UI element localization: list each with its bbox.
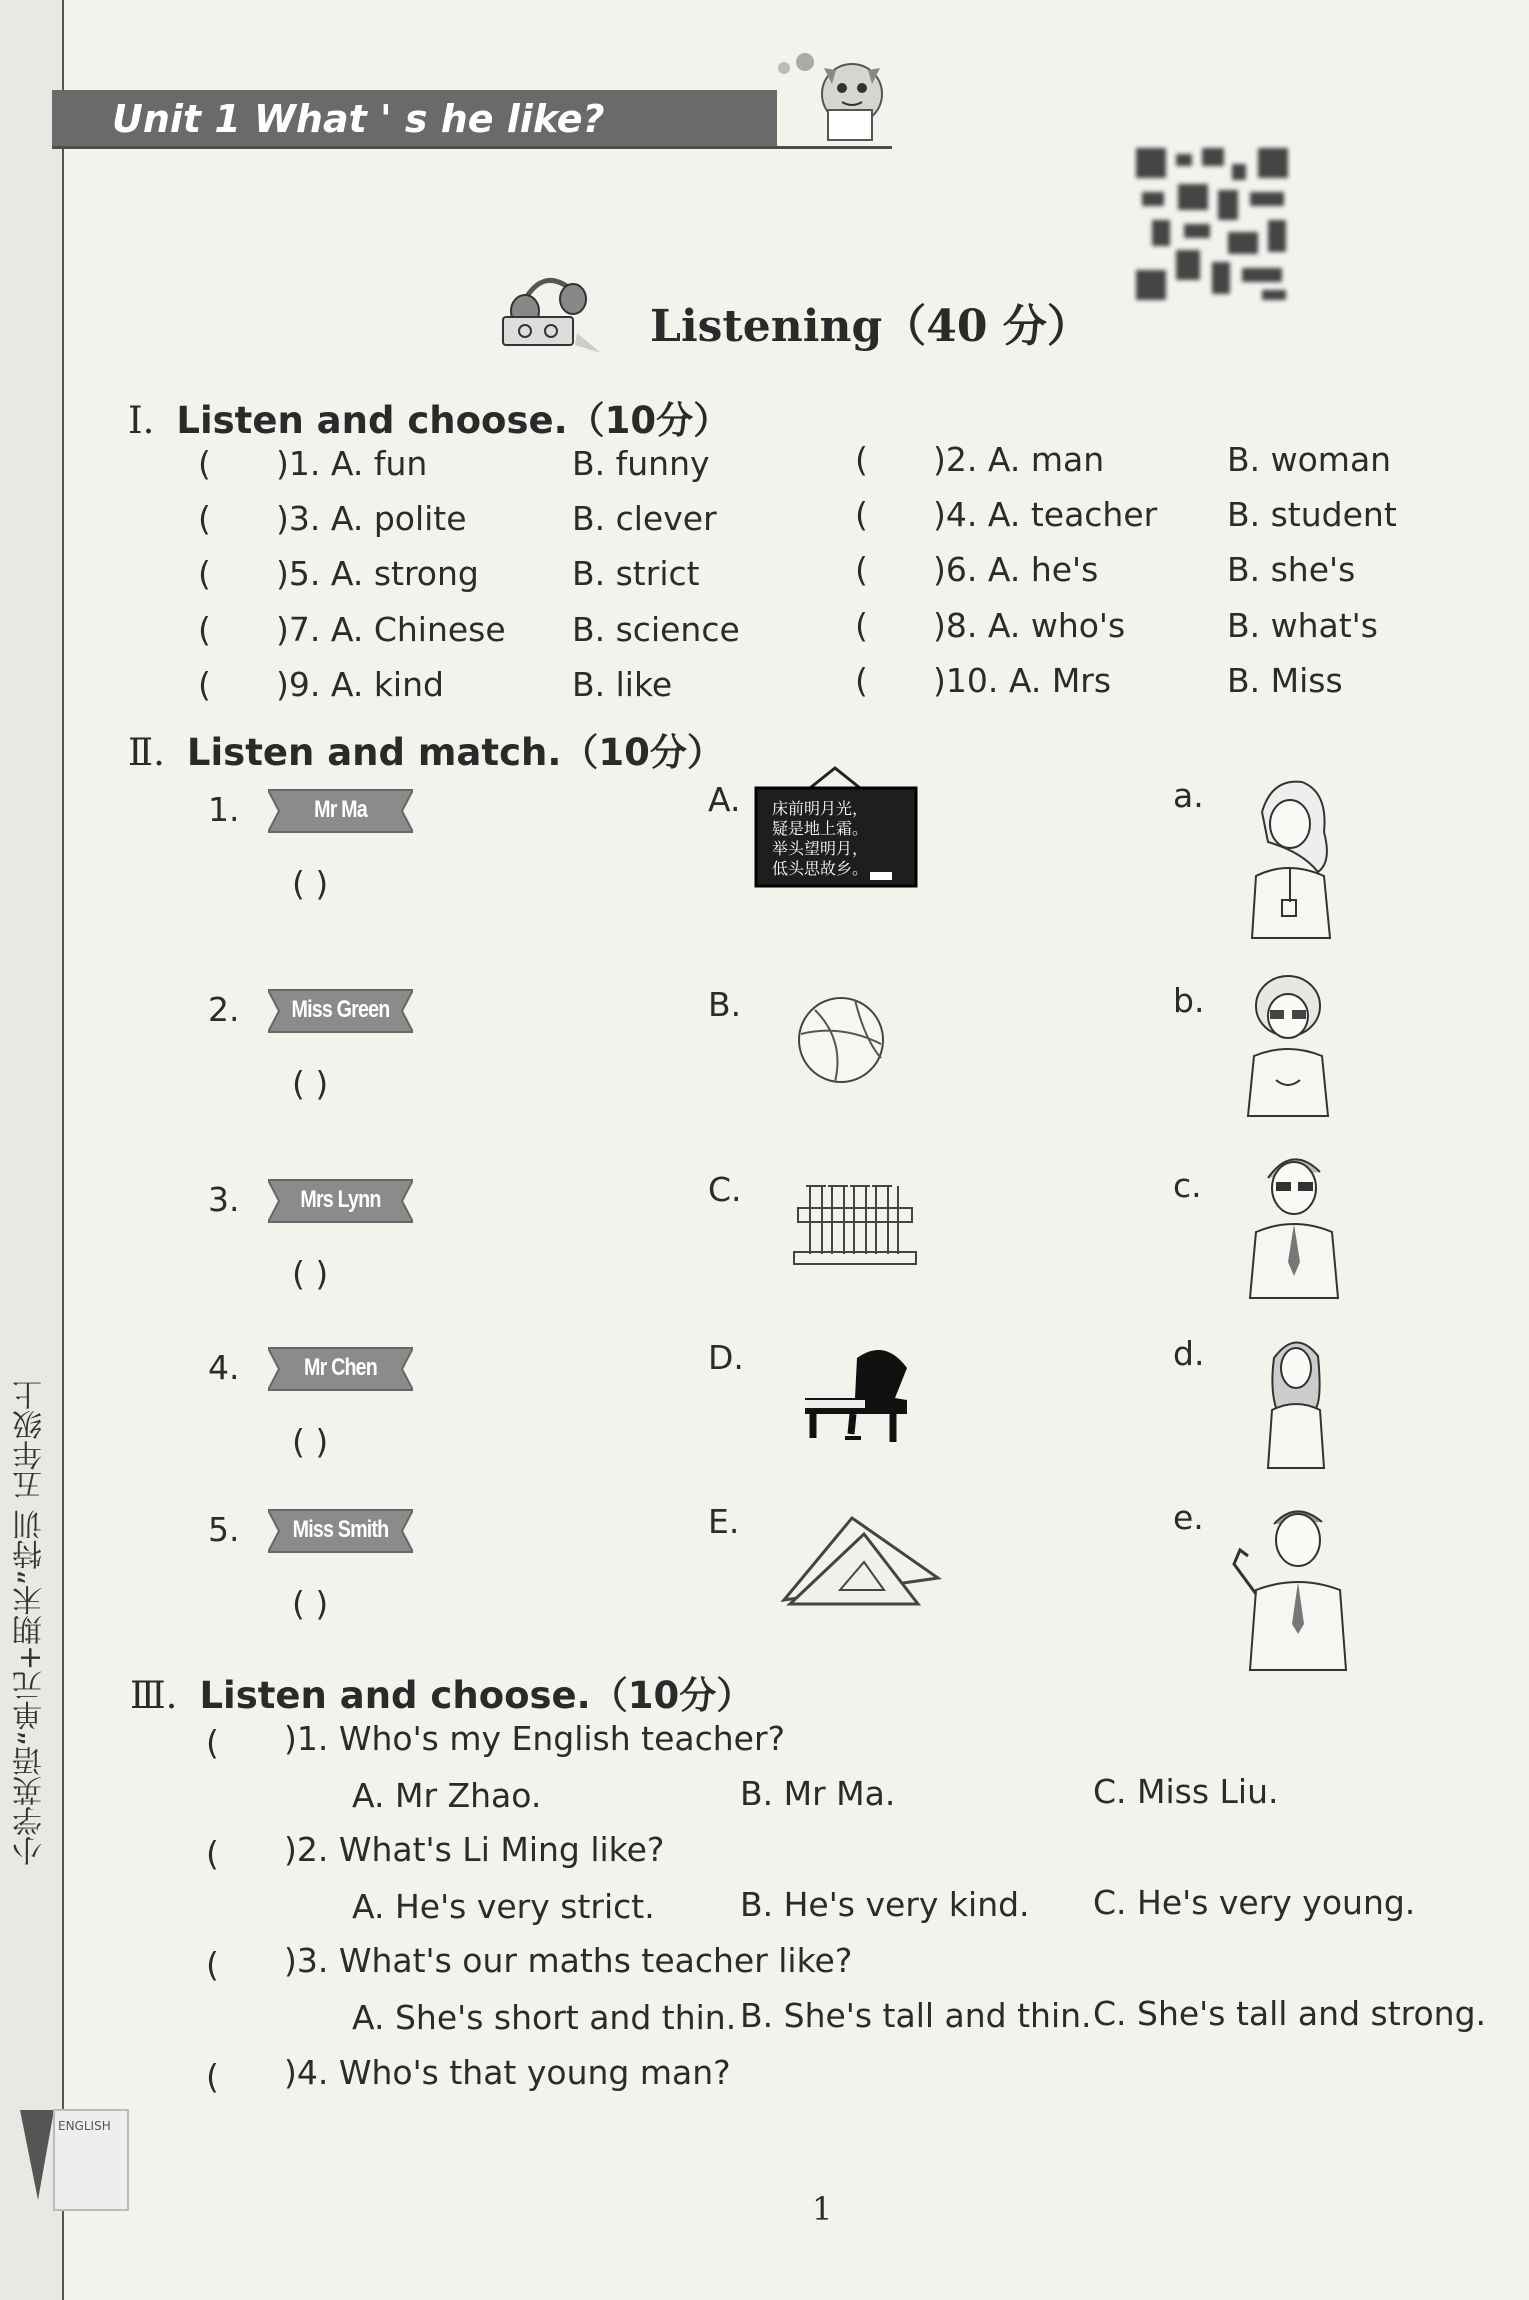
teacher-option-letter: c. <box>1173 1166 1202 1205</box>
answer-bracket-open: ( <box>206 1834 219 1873</box>
answer-bracket-open: ( <box>855 440 868 479</box>
answer-bracket-open: ( <box>206 2057 219 2096</box>
subject-option-letter: C. <box>708 1170 742 1209</box>
listening-title: Listening（40 分） <box>650 301 1091 352</box>
young-man-waving-icon <box>1226 1494 1366 1674</box>
name-plate <box>268 786 413 836</box>
poem-line: 疑是地上霜。 <box>772 819 869 838</box>
option-a: A. He's very strict. <box>352 1887 655 1926</box>
match-item-number: 5. <box>208 1510 240 1549</box>
subject-option-letter: E. <box>708 1502 740 1541</box>
answer-bracket-open: ( <box>198 554 211 593</box>
choice-option-b: B. Miss <box>1227 661 1343 700</box>
section-2-title: Listen and match.（10分） <box>186 731 724 774</box>
choice-option-a: )5. A. strong <box>276 554 479 593</box>
ball-icon <box>795 994 887 1086</box>
unit-title: Unit 1 What ' s he like? <box>112 97 605 141</box>
answer-bracket: ( ) <box>292 1584 329 1623</box>
option-b: B. He's very kind. <box>740 1885 1030 1924</box>
option-c: C. He's very young. <box>1093 1883 1416 1922</box>
page-margin-spine <box>0 0 64 2300</box>
old-man-glasses-icon <box>1238 1142 1348 1302</box>
answer-bracket-open: ( <box>198 444 211 483</box>
name-plate <box>268 1344 413 1394</box>
option-a: A. Mr Zhao. <box>352 1776 542 1815</box>
blackboard-icon <box>750 762 920 892</box>
answer-bracket-open: ( <box>855 606 868 645</box>
test-tubes-icon <box>790 1178 920 1268</box>
question-text: )2. What's Li Ming like? <box>284 1830 665 1869</box>
teacher-option-letter: b. <box>1173 981 1205 1020</box>
answer-bracket: ( ) <box>292 1064 329 1103</box>
cartoon-cat-icon <box>762 46 897 146</box>
choice-option-b: B. like <box>572 665 673 704</box>
answer-bracket: ( ) <box>292 1254 329 1293</box>
choice-option-a: )7. A. Chinese <box>276 610 506 649</box>
poem-line: 床前明月光， <box>772 799 869 818</box>
old-woman-glasses-icon <box>1238 970 1338 1120</box>
answer-bracket-open: ( <box>198 610 211 649</box>
subject-option-letter: D. <box>708 1338 744 1377</box>
choice-option-b: B. science <box>572 610 740 649</box>
match-item-number: 1. <box>208 790 240 829</box>
section-3-heading <box>130 1665 753 1719</box>
choice-option-a: )1. A. fun <box>276 444 428 483</box>
choice-option-a: )3. A. polite <box>276 499 467 538</box>
subject-option-letter: A. <box>708 780 741 819</box>
answer-bracket: ( ) <box>292 864 329 903</box>
answer-bracket: ( ) <box>292 1422 329 1461</box>
teacher-option-letter: d. <box>1173 1334 1205 1373</box>
option-a: A. She's short and thin. <box>352 1998 737 2037</box>
answer-bracket-open: ( <box>855 495 868 534</box>
option-b: B. Mr Ma. <box>740 1774 896 1813</box>
choice-option-a: )9. A. kind <box>276 665 444 704</box>
section-2-heading <box>128 722 724 776</box>
question-text: )1. Who's my English teacher? <box>284 1719 786 1758</box>
answer-bracket-open: ( <box>206 1723 219 1762</box>
choice-option-a: )10. A. Mrs <box>933 661 1112 700</box>
section-3-number: Ⅲ. <box>130 1674 178 1717</box>
name-plate <box>268 1506 413 1556</box>
name-plate-label: Mr Ma <box>314 796 367 823</box>
choice-option-b: B. clever <box>572 499 717 538</box>
english-book-logo-icon <box>14 2090 134 2220</box>
young-woman-long-hair-icon <box>1256 1328 1336 1470</box>
choice-option-b: B. woman <box>1227 440 1392 479</box>
poem-line: 举头望明月， <box>772 839 869 858</box>
teacher-option-letter: a. <box>1173 776 1204 815</box>
name-plate-label: Mr Chen <box>304 1354 377 1381</box>
match-item-number: 2. <box>208 990 240 1029</box>
choice-option-a: )8. A. who's <box>933 606 1126 645</box>
section-1-heading <box>128 390 730 444</box>
section-2-number: Ⅱ. <box>128 731 165 774</box>
subject-option-letter: B. <box>708 985 742 1024</box>
name-plate-label: Miss Green <box>291 996 390 1023</box>
choice-option-b: B. she's <box>1227 550 1356 589</box>
answer-bracket-open: ( <box>206 1945 219 1984</box>
choice-option-a: )2. A. man <box>933 440 1105 479</box>
name-plate-label: Mrs Lynn <box>300 1186 381 1213</box>
choice-option-a: )6. A. he's <box>933 550 1099 589</box>
answer-bracket-open: ( <box>198 499 211 538</box>
option-c: C. Miss Liu. <box>1093 1772 1279 1811</box>
name-plate <box>268 1176 413 1226</box>
logo-english-text: ENGLISH <box>58 2119 111 2133</box>
set-squares-icon <box>778 1508 948 1608</box>
question-text: )4. Who's that young man? <box>284 2053 731 2092</box>
choice-option-b: B. strict <box>572 554 700 593</box>
name-plate <box>268 986 413 1036</box>
match-item-number: 4. <box>208 1348 240 1387</box>
headphones-cassette-icon <box>493 255 608 355</box>
answer-bracket-open: ( <box>855 661 868 700</box>
page-number: 1 <box>812 2190 833 2228</box>
choice-option-b: B. funny <box>572 444 710 483</box>
qr-code-icon <box>1132 144 1292 304</box>
piano-icon <box>795 1338 915 1458</box>
choice-option-b: B. student <box>1227 495 1397 534</box>
answer-bracket-open: ( <box>855 550 868 589</box>
choice-option-a: )4. A. teacher <box>933 495 1158 534</box>
answer-bracket-open: ( <box>198 665 211 704</box>
option-b: B. She's tall and thin. <box>740 1996 1092 2035</box>
match-item-number: 3. <box>208 1180 240 1219</box>
section-3-title: Listen and choose.（10分） <box>199 1674 754 1717</box>
poem-line: 低头思故乡。 <box>772 859 869 878</box>
woman-teacher-curly-hair-icon <box>1232 772 1342 942</box>
section-1-number: Ⅰ. <box>128 399 155 442</box>
spine-book-title: 小学英语“单元+期末”特训 五年级上 <box>13 1380 48 1866</box>
question-text: )3. What's our maths teacher like? <box>284 1941 853 1980</box>
section-1-title: Listen and choose.（10分） <box>176 399 731 442</box>
header-underline <box>52 146 892 149</box>
option-c: C. She's tall and strong. <box>1093 1994 1487 2033</box>
teacher-option-letter: e. <box>1173 1498 1204 1537</box>
name-plate-label: Miss Smith <box>292 1516 389 1543</box>
choice-option-b: B. what's <box>1227 606 1378 645</box>
